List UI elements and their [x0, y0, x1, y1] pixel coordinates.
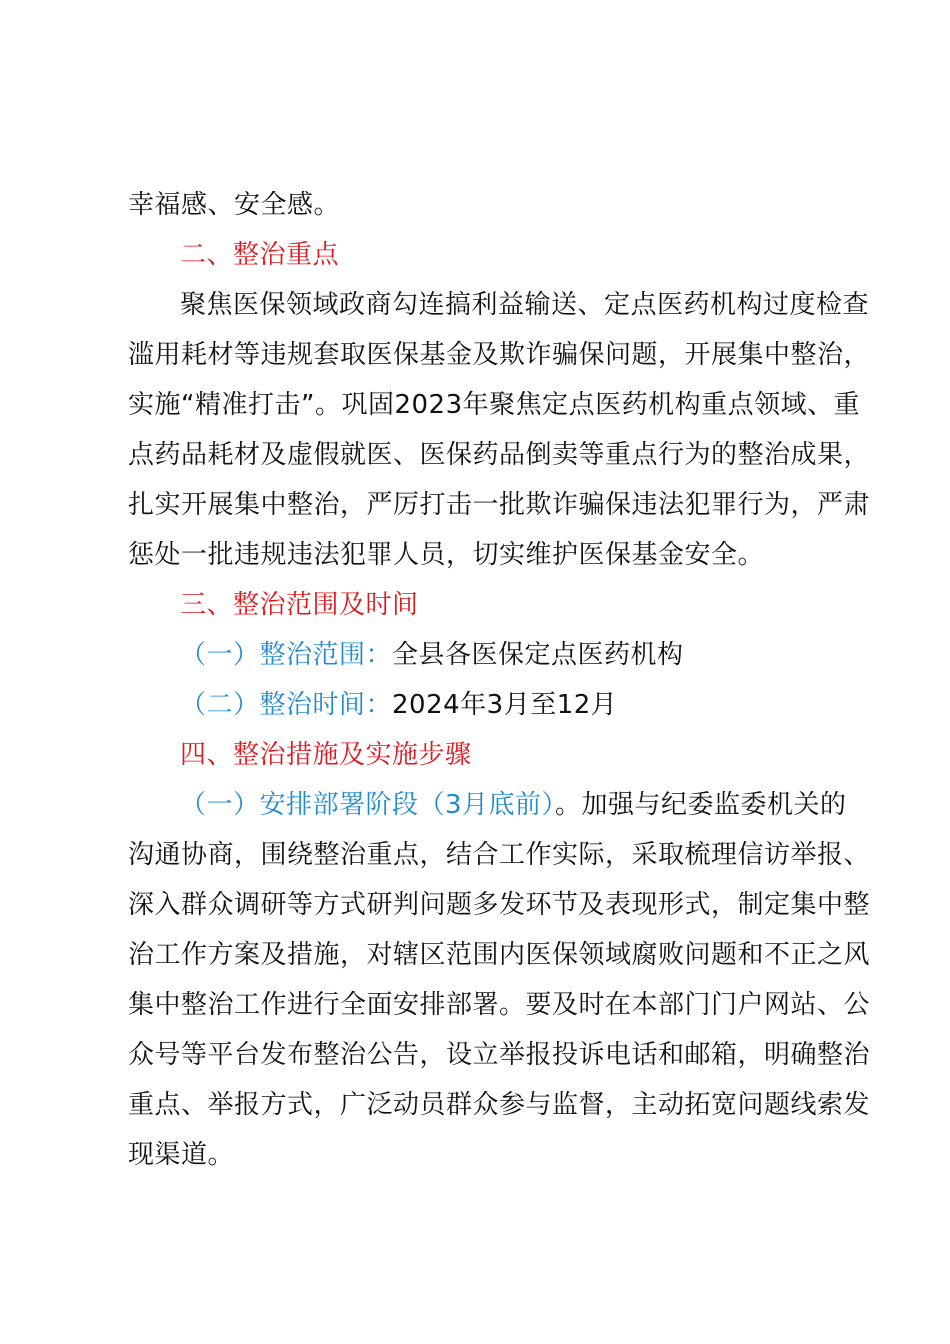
- section-heading-3: 三、整治范围及时间: [180, 590, 419, 620]
- subheading-label: （二）整治时间：: [180, 690, 393, 720]
- section-heading-4: 四、整治措施及实施步骤: [180, 740, 472, 770]
- text-line: 幸福感、安全感。: [128, 190, 341, 220]
- paragraph-line: 深入群众调研等方式研判问题多发环节及表现形式，制定集中整: [128, 890, 871, 920]
- section-heading-2: 二、整治重点: [180, 240, 340, 270]
- paragraph-line: 治工作方案及措施，对辖区范围内医保领域腐败问题和不正之风: [128, 940, 871, 970]
- scope-line: （一）整治范围：全县各医保定点医药机构: [180, 640, 684, 670]
- paragraph-line: 众号等平台发布整治公告，设立举报投诉电话和邮箱，明确整治: [128, 1040, 871, 1070]
- paragraph-line: 实施“精准打击”。巩固2023年聚焦定点医药机构重点领域、重: [128, 390, 861, 420]
- subheading-label: （一）整治范围：: [180, 640, 393, 670]
- paragraph-line: 惩处一批违规违法犯罪人员，切实维护医保基金安全。: [128, 540, 765, 570]
- paragraph-line: 点药品耗材及虚假就医、医保药品倒卖等重点行为的整治成果，: [128, 440, 871, 470]
- paragraph-line: 滥用耗材等违规套取医保基金及欺诈骗保问题，开展集中整治，: [128, 340, 871, 370]
- paragraph-line: 沟通协商，围绕整治重点，结合工作实际，采取梳理信访举报、: [128, 840, 871, 870]
- paragraph-line: 集中整治工作进行全面安排部署。要及时在本部门门户网站、公: [128, 990, 871, 1020]
- subheading-label: （一）安排部署阶段（3月底前）: [180, 790, 556, 820]
- time-line: （二）整治时间：2024年3月至12月: [180, 690, 618, 720]
- paragraph-line: 聚焦医保领域政商勾连搞利益输送、定点医药机构过度检查: [180, 290, 870, 320]
- paragraph-line: 现渠道。: [128, 1140, 235, 1170]
- paragraph-line: 扎实开展集中整治，严厉打击一批欺诈骗保违法犯罪行为，严肃: [128, 490, 871, 520]
- paragraph-line: （一）安排部署阶段（3月底前）。加强与纪委监委机关的: [180, 790, 847, 820]
- paragraph-line: 重点、举报方式，广泛动员群众参与监督，主动拓宽问题线索发: [128, 1090, 871, 1120]
